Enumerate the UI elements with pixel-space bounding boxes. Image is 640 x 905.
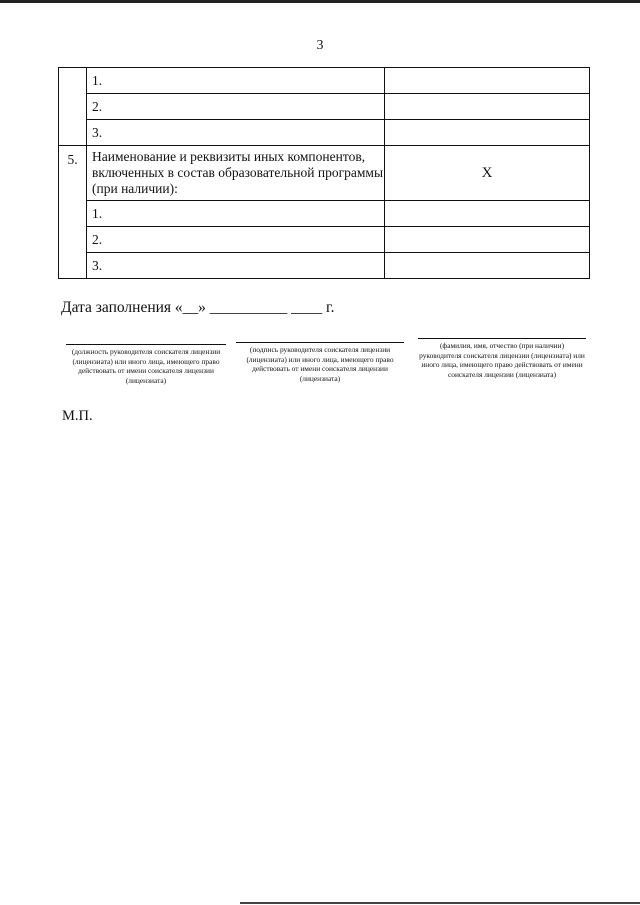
row-value [385,201,590,227]
table-row [59,94,590,120]
row-label: 1. [87,201,385,227]
section-number-cell [59,146,87,279]
row-value [385,68,590,94]
table-row [59,120,590,146]
signature-caption: (фамилия, имя, отчество (при наличии) руководителя соискателя лицензии (лицензиата) или иного лица, имеющего право действовать от имени соискателя лицензии (лицензиата) [419,341,585,379]
row-label: 3. [87,120,385,146]
row-value [385,94,590,120]
form-table [58,67,590,279]
scan-edge-top [0,0,640,3]
section-mark-cell [385,146,590,201]
fill-date-line: Дата заполнения «__» __________ ____ г. [61,299,335,316]
signature-caption: (должность руководителя соискателя лицензии (лицензиата) или иного лица, имеющего право действовать от имени соискателя лицензии (лицензиата) [71,347,221,385]
row-value [385,120,590,146]
signature-block-signature [236,342,404,383]
scan-edge-bottom [240,902,640,904]
section-title: Наименование и реквизиты иных компонентов, включенных в состав образовательной программы (при наличии): [87,146,385,201]
number-cell-empty [59,68,87,146]
signature-caption: (подпись руководителя соискателя лицензии (лицензиата) или иного лица, имеющего право действовать от имени соискателя лицензии (лицензиата) [246,345,394,383]
table-row [59,253,590,279]
stamp-place: М.П. [62,408,93,424]
row-label: 2. [87,227,385,253]
table-row [59,68,590,94]
row-value [385,227,590,253]
row-label: 2. [87,94,385,120]
table-row [59,227,590,253]
signature-block-name [418,338,586,379]
row-label: 1. [87,68,385,94]
signature-block-position [66,344,226,385]
section-5-row [59,146,590,201]
section-number: 5. [67,152,78,167]
page-number: 3 [316,38,324,53]
row-value [385,253,590,279]
section-mark: Х [481,164,493,181]
table-row [59,201,590,227]
row-label: 3. [87,253,385,279]
